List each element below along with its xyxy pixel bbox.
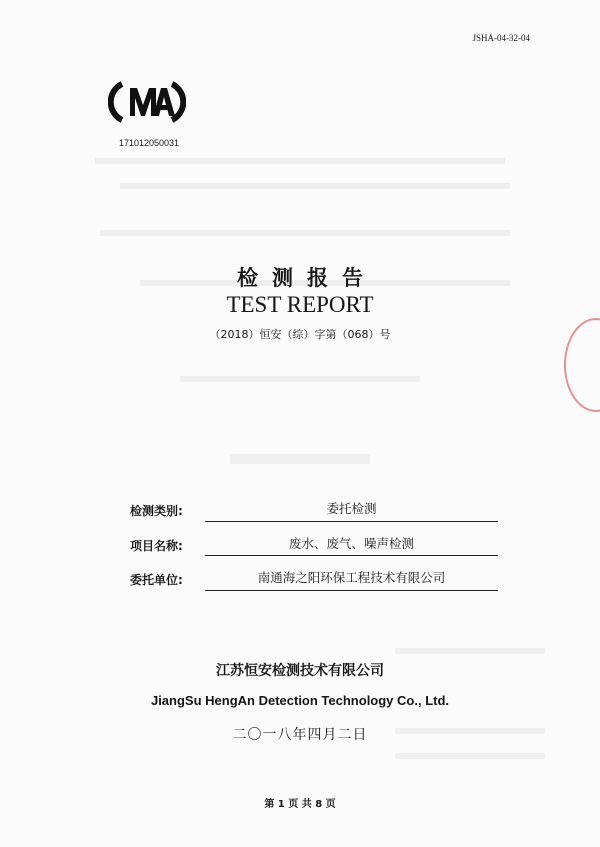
test-category-value: 委托检测 xyxy=(326,501,377,516)
project-name-underline xyxy=(205,555,498,556)
company-name-english: JiangSu HengAn Detection Technology Co., Ltd. xyxy=(150,693,450,708)
test-category-label: 检测类别: xyxy=(130,504,183,518)
cma-logo xyxy=(108,78,186,126)
cma-certificate-number: 171012050031 xyxy=(119,138,180,148)
client-label: 委托单位: xyxy=(130,573,183,587)
company-name-chinese: 江苏恒安检测技术有限公司 xyxy=(216,663,384,679)
project-name-value: 废水、废气、噪声检测 xyxy=(288,536,414,551)
report-date: 二〇一八年四月二日 xyxy=(232,727,368,743)
document-code: JSHA-04-32-04 xyxy=(472,33,530,43)
test-category-underline xyxy=(205,521,498,522)
report-title-english: TEST REPORT xyxy=(226,292,374,317)
page-number: 第 1 页 共 8 页 xyxy=(264,799,336,810)
client-value: 南通海之阳环保工程技术有限公司 xyxy=(257,570,446,585)
client-underline xyxy=(205,590,498,591)
project-name-label: 项目名称: xyxy=(130,539,183,553)
report-number: （2018）恒安（综）字第（068）号 xyxy=(209,328,391,341)
report-title-chinese: 检测报告 xyxy=(237,266,377,290)
